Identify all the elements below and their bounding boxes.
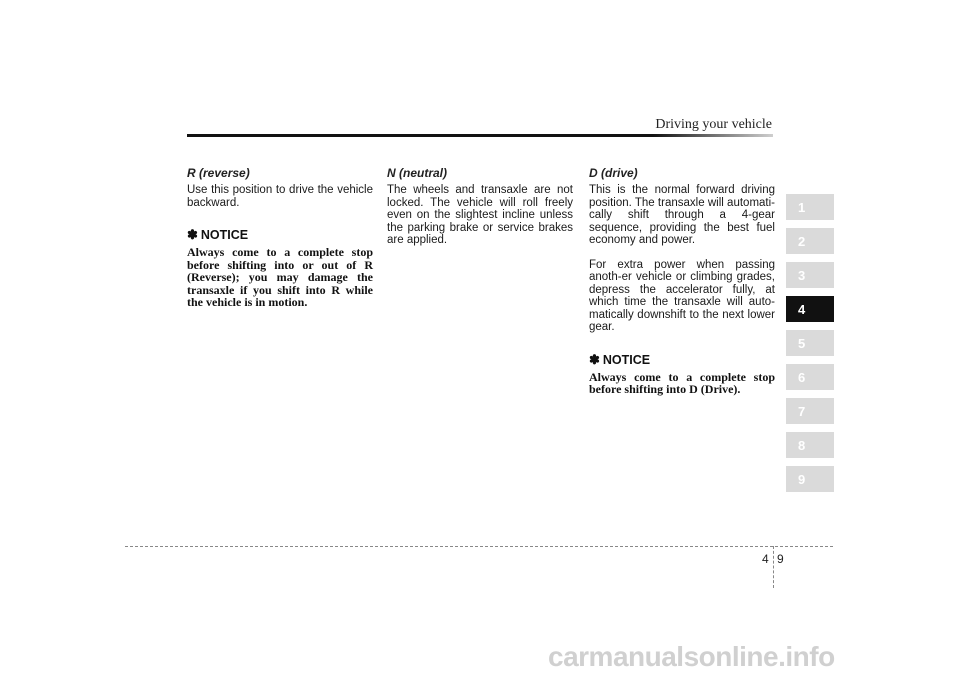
column-neutral: [387, 166, 573, 247]
notice-text-drive: Always come to a complete stop before shifting into D (Drive).: [589, 369, 775, 396]
footer-rule: [125, 546, 833, 547]
section-heading-reverse: R (reverse): [187, 166, 250, 180]
section-body-neutral: The wheels and transaxle are not locked. The vehicle will roll freely even on the slightest incline unless the parking brake or service brakes are applied.: [387, 184, 573, 246]
chapter-tab-8[interactable]: 8: [786, 432, 834, 458]
notice-title-drive: [589, 352, 775, 368]
notice-icon: ✽: [187, 227, 198, 242]
section-heading-neutral: N (neutral): [387, 166, 447, 180]
notice-icon: ✽: [589, 351, 600, 367]
chapter-tab-7[interactable]: 7: [786, 398, 834, 424]
chapter-tab-1[interactable]: 1: [786, 194, 834, 220]
notice-title-label: NOTICE: [602, 352, 651, 367]
chapter-tab-3[interactable]: 3: [786, 262, 834, 288]
chapter-tab-9[interactable]: 9: [786, 466, 834, 492]
notice-text-reverse: Always come to a complete stop before shifting into or out of R (Reverse); you may damage the transaxle if you shift into R while the vehicle is in motion.: [187, 245, 373, 309]
footer-vertical-rule: [773, 546, 774, 588]
notice-title-label: NOTICE: [200, 228, 249, 242]
watermark: carmanualsonline.info: [548, 641, 835, 672]
chapter-tab-2[interactable]: 2: [786, 228, 834, 254]
notice-title-reverse: [187, 227, 373, 243]
header-rule: [187, 134, 773, 137]
column-reverse: [187, 166, 373, 309]
page-header-title: Driving your vehicle: [655, 117, 772, 132]
column-drive: [589, 166, 775, 396]
section-heading-drive: D (drive): [589, 166, 638, 180]
page-chapter-number: 4: [762, 552, 769, 566]
section-body-drive-2: For extra power when passing anoth-er vehicle or climbing grades, depress the accelerator fully, at which time the transaxle will auto-matically downshift to the next lower gear.: [589, 258, 775, 333]
page-number: 9: [777, 552, 784, 566]
section-body-reverse: Use this position to drive the vehicle backward.: [187, 184, 373, 209]
chapter-tab-5[interactable]: 5: [786, 330, 834, 356]
chapter-tab-4[interactable]: 4: [786, 296, 834, 322]
section-body-drive-1: This is the normal forward driving position. The transaxle will automati-cally shift through a 4-gear sequence, providing the best fuel economy and power.: [589, 184, 775, 246]
chapter-tabs: [786, 194, 834, 500]
chapter-tab-6[interactable]: 6: [786, 364, 834, 390]
